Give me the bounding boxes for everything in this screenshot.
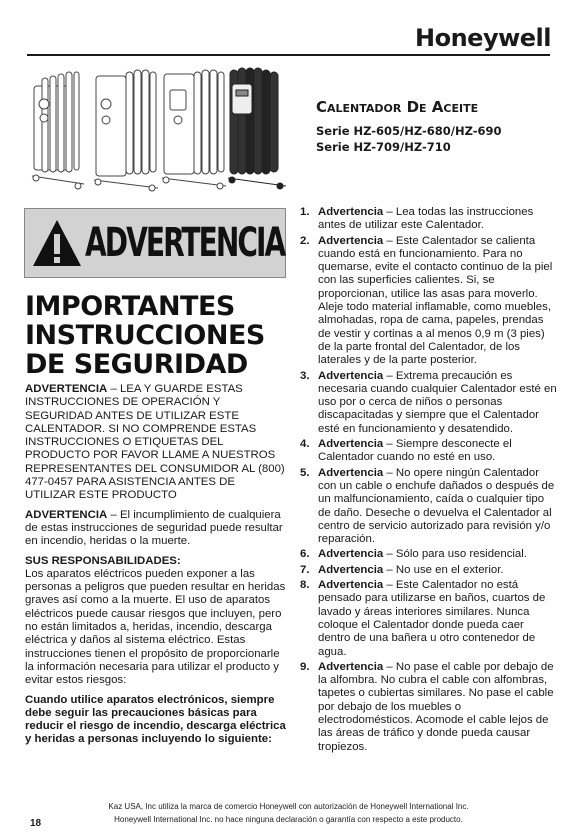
warning-paragraph-1: ADVERTENCIA – LEA Y GUARDE ESTAS INSTRUCCIONES DE OPERACIÓN Y SEGURIDAD ANTES DE UTILIZAR ESTE CALENTADOR. SI NO COMPRENDE ESTAS INSTRUCCIONES O ETIQUETAS DEL PRODUCTO POR FAVOR LLAME A NUESTROS REPRESENTANTES DEL CONSUMIDOR AL (800) 477-0457 PARA ASISTENCIA ANTES DE UTILIZAR ESTE PRODUCTO <box>25 383 285 502</box>
heater-3 <box>162 70 226 189</box>
brand-logo: Honeywell <box>415 24 551 52</box>
list-item: 4. Advertencia – Siempre desconecte el Calentador cuando no esté en uso. <box>300 438 512 464</box>
heater-4 <box>228 68 286 189</box>
list-item: 1. Advertencia – Lea todas las instrucciones antes de utilizar este Calentador. <box>300 206 534 232</box>
list-item: 8. Advertencia – Este Calentador no está pensado para utilizarse en baños, cuartos de lavado y áreas interiores similares. Nunca coloque el Calentador donde pueda caer dentro de una bañera u otro contenedor de agua. <box>300 579 546 658</box>
product-series-1: Serie HZ-605/HZ-680/HZ-690 <box>316 124 502 138</box>
title-line-3: DE SEGURIDAD <box>25 349 248 380</box>
heater-2 <box>94 70 158 191</box>
basic-precautions: Cuando utilice aparatos electrónicos, siempre debe seguir las precauciones básicas para reducir el riesgo de incendio, descarga eléctrica y heridas a personas incluyendo lo siguiente: <box>25 693 286 746</box>
list-item: 3. Advertencia – Extrema precaución es necesaria cuando cualquier Calentador esté en uso por o cerca de niños o personas discapacitadas y siempre que el Calentador esté en funcionamiento y desatendido. <box>300 369 557 435</box>
responsibilities-heading: SUS RESPONSABILIDADES: <box>25 554 181 567</box>
header-rule <box>27 54 550 56</box>
list-item: 7. Advertencia – No use en el exterior. <box>300 563 504 576</box>
warning-paragraph-2: ADVERTENCIA – El incumplimiento de cualquiera de estas instrucciones de seguridad puede resultar en incendio, heridas o la muerte. <box>25 508 283 548</box>
footer-line-1: Kaz USA, Inc utiliza la marca de comercio Honeywell con autorización de Honeywell International Inc. <box>108 802 469 811</box>
list-item: 5. Advertencia – No opere ningún Calentador con un cable o enchufe dañados o después de un malfuncionamiento, caída o cualquier tipo de daño. Deseche o devuelva el Calentador al centro de servicio autorizado para revisión y/o reparación. <box>300 466 555 546</box>
footer-line-2: Honeywell International Inc. no hace ninguna declaración o garantía con respecto a este producto. <box>114 815 463 824</box>
title-line-2: INSTRUCCIONES <box>25 320 265 351</box>
left-column <box>25 383 287 753</box>
warning-triangle-icon <box>31 218 83 268</box>
list-item: 6. Advertencia – Sólo para uso residencial. <box>300 548 527 561</box>
title-line-1: IMPORTANTES <box>25 291 235 322</box>
heater-illustrations <box>28 64 290 194</box>
product-series-2: Serie HZ-709/HZ-710 <box>316 140 451 154</box>
page-title <box>25 292 287 379</box>
product-title: Calentador De Aceite <box>316 98 479 116</box>
warning-banner <box>24 208 286 278</box>
list-item: 9. Advertencia – No pase el cable por debajo de la alfombra. No cubra el cable con alfombras, tapetes o cubiertas similares. No pase el cable por debajo de los muebles o electrodomésticos. Acomode el cable lejos de las áreas de tráfico y donde pueda causar tropiezos. <box>300 660 554 753</box>
warning-list <box>300 206 558 756</box>
page-number: 18 <box>30 818 42 829</box>
heater-1 <box>32 72 84 189</box>
warning-banner-text: ADVERTENCIA <box>85 220 285 266</box>
list-item: 2. Advertencia – Este Calentador se calienta cuando está en funcionamiento. Para no quemarse, evite el contacto continuo de la piel con las superficies calientes. Si, se proporcionan, utilice las asas para moverlo. Aleje todo material inflamable, como muebles, almohadas, ropa de cama, papeles, prendas de vestir y cortinas a al menos 0,9 m (3 pies) de la parte frontal del Calentador, de los laterales y de la parte posterior. <box>300 234 553 367</box>
responsibilities-text: Los aparatos eléctricos pueden exponer a las personas a peligros que pueden resultar en heridas graves así como a la muerte. El uso de aparatos eléctricos puede causar riesgos que incluyen, pero no están limitados a, heridas, incendio, descarga eléctrica y daños al sistema eléctrico. Estas instrucciones tienen el propósito de proporcionarle la información necesaria para utilizar el producto y evitar estos riesgos: <box>25 567 286 687</box>
